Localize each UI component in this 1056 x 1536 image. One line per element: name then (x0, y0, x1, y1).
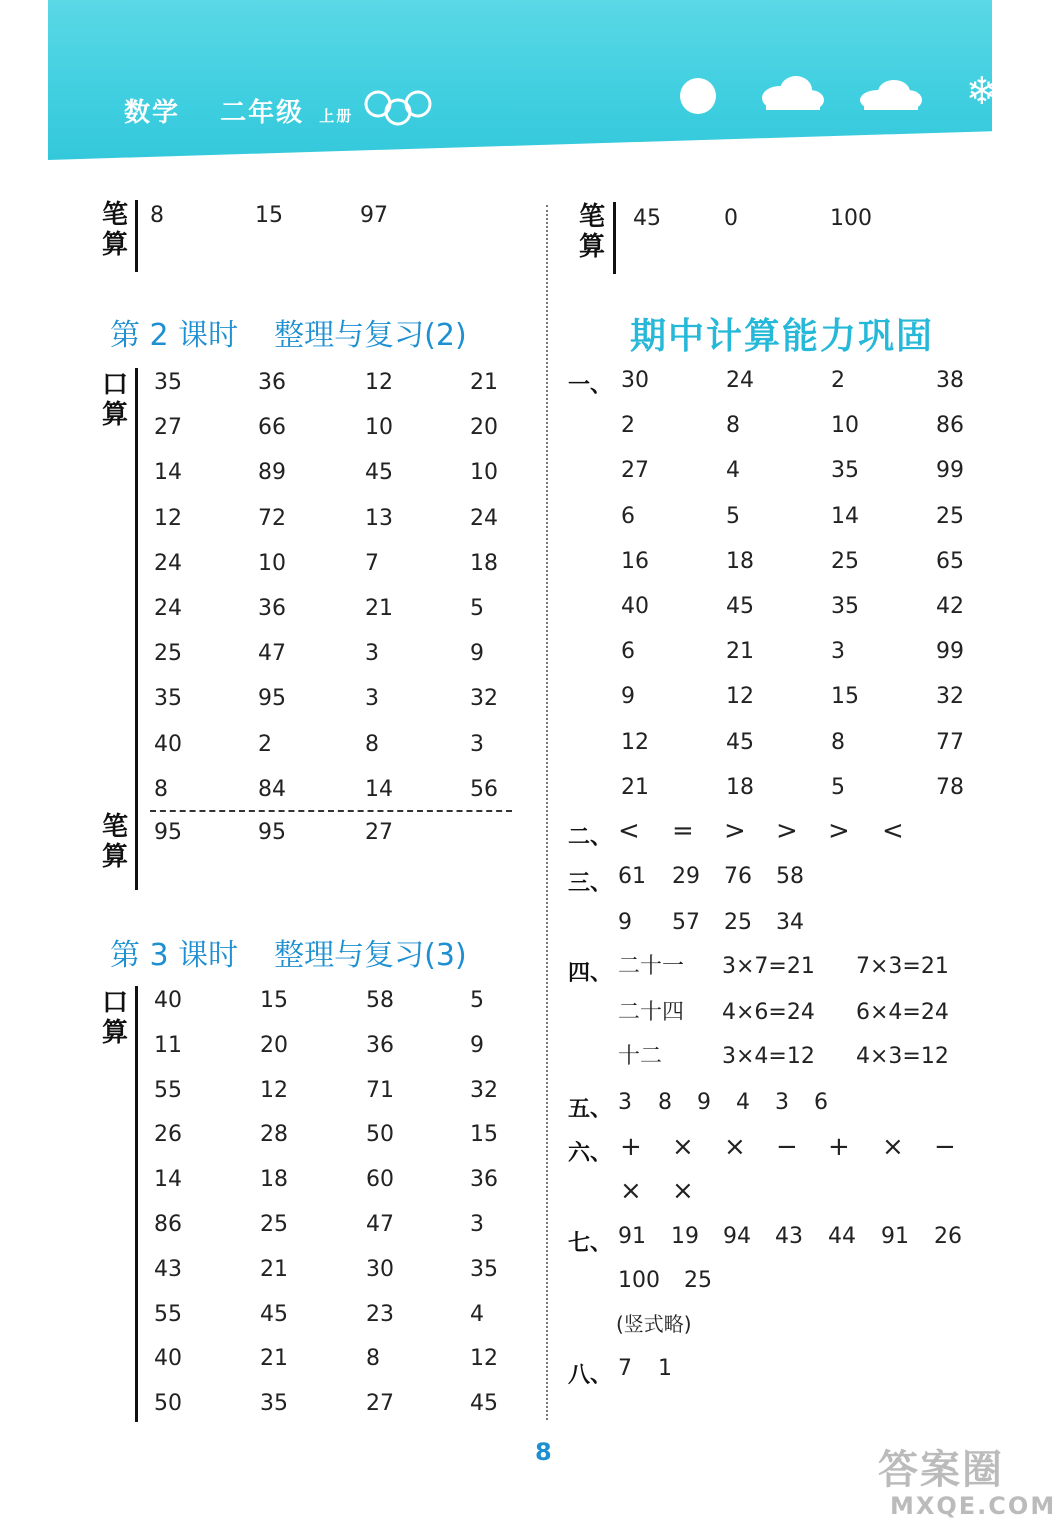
answer: > (724, 816, 746, 846)
answer: 26 (934, 1224, 962, 1249)
answer: 25 (684, 1268, 712, 1293)
answer: 25 (724, 910, 752, 935)
answer: 21 (470, 370, 498, 395)
answer: 95 (258, 686, 286, 712)
answer: 76 (724, 864, 752, 889)
answer: − (776, 1132, 798, 1162)
answer: 15 (260, 988, 288, 1013)
answer: 45 (633, 206, 661, 231)
lesson-number: 第 2 课时 (110, 318, 239, 353)
answer: 6 (814, 1090, 828, 1115)
answer: 99 (936, 458, 964, 484)
answer: 34 (776, 910, 804, 935)
question-label: 五、 (568, 1097, 613, 1122)
answer: 27 (366, 1391, 394, 1417)
answer: 44 (828, 1224, 856, 1249)
answer: 45 (726, 594, 754, 619)
answer: 18 (726, 774, 754, 800)
answer: 18 (726, 548, 754, 574)
answer: 94 (723, 1224, 751, 1249)
answer: 3 (618, 1090, 632, 1115)
answer: × (672, 1132, 694, 1162)
page-number: 8 (535, 1438, 552, 1466)
answer: 27 (365, 820, 393, 845)
answer: 66 (258, 415, 286, 441)
answer: 11 (154, 1032, 182, 1058)
answer: × (724, 1132, 746, 1162)
answer: 8 (365, 731, 379, 757)
answer: 57 (672, 910, 700, 935)
answer: 45 (365, 460, 393, 486)
answer: 4×6=24 (722, 1000, 815, 1025)
answer: 43 (154, 1256, 182, 1282)
answer: 47 (258, 641, 286, 667)
answer: + (828, 1132, 850, 1162)
answer: 2 (258, 731, 272, 757)
lesson-subtitle: 整理与复习(3) (274, 938, 467, 973)
answer: 8 (658, 1090, 672, 1115)
answer: 72 (258, 505, 286, 531)
answer: 8 (726, 413, 740, 439)
answer: 43 (775, 1224, 803, 1249)
answer: 35 (154, 370, 182, 395)
answer: 55 (154, 1301, 182, 1327)
answer: 5 (470, 988, 484, 1013)
rings-icon (362, 86, 436, 130)
answer: 36 (470, 1167, 498, 1193)
answer: 45 (726, 729, 754, 755)
answer: 14 (154, 460, 182, 486)
answer: 18 (260, 1167, 288, 1193)
answer: 2 (621, 413, 635, 439)
answer: 9 (618, 910, 632, 935)
answer: 35 (831, 594, 859, 619)
answer: 99 (936, 639, 964, 665)
answer: 95 (154, 820, 182, 845)
column-divider (546, 205, 548, 1420)
answer: 5 (726, 503, 740, 529)
answer: 3 (831, 639, 845, 665)
lesson3-title (110, 930, 467, 974)
question-label: 四、 (568, 961, 613, 986)
answer: 32 (936, 684, 964, 710)
answer: 6 (621, 503, 635, 529)
answer: 4 (470, 1301, 484, 1327)
answer: 14 (365, 776, 393, 802)
answer: 21 (260, 1346, 288, 1372)
answer: 40 (154, 988, 182, 1013)
bisuan-label: 笔算 (101, 812, 128, 872)
answer: 25 (831, 548, 859, 574)
answer: 24 (726, 368, 754, 393)
answer: 3 (775, 1090, 789, 1115)
vertical-rule (135, 986, 138, 1422)
answer: 38 (936, 368, 964, 393)
answer: 9 (470, 1032, 484, 1058)
vertical-rule (613, 202, 616, 274)
answer: 12 (260, 1077, 288, 1103)
vertical-rule (135, 200, 138, 272)
answer: 12 (726, 684, 754, 710)
answer: 71 (366, 1077, 394, 1103)
answer: > (828, 816, 850, 846)
answer: 78 (936, 774, 964, 800)
answer: 35 (260, 1391, 288, 1417)
answer: 9 (697, 1090, 711, 1115)
answer: 58 (776, 864, 804, 889)
answer: 32 (470, 1077, 498, 1103)
answer: + (620, 1132, 642, 1162)
answer: 6×4=24 (856, 1000, 949, 1025)
answer: 4 (726, 458, 740, 484)
answer: 42 (936, 594, 964, 619)
answer: 56 (470, 776, 498, 802)
answer: 32 (470, 686, 498, 712)
answer: 55 (154, 1077, 182, 1103)
answer: = (672, 816, 694, 846)
answer: 7×3=21 (856, 954, 949, 979)
header-title (124, 92, 353, 129)
answer: 61 (618, 864, 646, 889)
answer: 10 (831, 413, 859, 439)
answer: 47 (366, 1212, 394, 1237)
answer: 15 (831, 684, 859, 710)
answer: 21 (726, 639, 754, 665)
answer: < (882, 816, 904, 846)
answer: < (618, 816, 640, 846)
answer: 30 (366, 1256, 394, 1282)
answer: 18 (470, 550, 498, 576)
answer: 35 (831, 458, 859, 484)
answer: 21 (621, 774, 649, 800)
answer: − (934, 1132, 956, 1162)
cloud-icon (760, 70, 826, 114)
answer: 8 (154, 776, 168, 802)
answer: 10 (258, 550, 286, 576)
answer: 1 (658, 1356, 672, 1381)
answer: 0 (724, 206, 738, 231)
snowflake-icon: ❄ (966, 69, 998, 113)
answer: 36 (258, 370, 286, 395)
answer: 25 (260, 1212, 288, 1237)
answer: 40 (621, 594, 649, 619)
answer: 8 (831, 729, 845, 755)
answer: 15 (255, 203, 283, 228)
answer: 25 (154, 641, 182, 667)
kousuan-label: 口算 (101, 370, 128, 430)
answer: 21 (365, 596, 393, 621)
question-label: 八、 (568, 1363, 613, 1388)
grade-label: 二年级 (220, 98, 305, 128)
watermark-url: MXQE.COM (890, 1492, 1056, 1520)
answer: 45 (470, 1391, 498, 1417)
answer: 21 (260, 1256, 288, 1282)
lesson-subtitle: 整理与复习(2) (274, 318, 467, 353)
question-label: 六、 (568, 1141, 613, 1166)
answer: 45 (260, 1301, 288, 1327)
answer: 35 (154, 686, 182, 712)
answer: 9 (621, 684, 635, 710)
answer: 7 (365, 550, 379, 576)
answer: 10 (365, 415, 393, 441)
answer: 26 (154, 1122, 182, 1148)
answer: 19 (671, 1224, 699, 1249)
answer: 27 (621, 458, 649, 484)
dashed-separator (150, 810, 512, 812)
question-label: 二、 (568, 825, 613, 850)
answer: 5 (831, 774, 845, 800)
answer: 4×3=12 (856, 1044, 949, 1069)
answer: 13 (365, 505, 393, 531)
answer: 12 (621, 729, 649, 755)
answer: 29 (672, 864, 700, 889)
answer: 40 (154, 1346, 182, 1372)
answer: 12 (470, 1346, 498, 1372)
answer: 86 (936, 413, 964, 439)
answer: 3 (365, 686, 379, 712)
volume-label: 上册 (319, 107, 354, 125)
answer: 50 (366, 1122, 394, 1148)
answer: 40 (154, 731, 182, 757)
vertical-rule (135, 368, 138, 890)
answer: 100 (618, 1268, 660, 1293)
answer: 16 (621, 548, 649, 574)
answer: 十二 (618, 1044, 663, 1069)
answer: 12 (365, 370, 393, 395)
answer: × (620, 1176, 642, 1206)
answer: 95 (258, 820, 286, 845)
answer: 二十四 (618, 1000, 685, 1025)
answer: 27 (154, 415, 182, 441)
answer: 91 (618, 1224, 646, 1249)
answer: 24 (470, 505, 498, 531)
question-label: 七、 (568, 1231, 613, 1256)
answer: 3×4=12 (722, 1044, 815, 1069)
answer: 3 (470, 1212, 484, 1237)
answer: 9 (470, 641, 484, 667)
answer: 12 (154, 505, 182, 531)
bisuan-label: 笔算 (578, 202, 605, 262)
answer: 14 (831, 503, 859, 529)
answer: 14 (154, 1167, 182, 1193)
question-label: 三、 (568, 871, 613, 896)
question-label: 一、 (568, 373, 613, 398)
answer: 8 (366, 1346, 380, 1372)
answer: 25 (936, 503, 964, 529)
answer: 24 (154, 596, 182, 621)
kousuan-label: 口算 (101, 988, 128, 1048)
answer: 8 (150, 203, 164, 228)
answer: 23 (366, 1301, 394, 1327)
answer: 86 (154, 1212, 182, 1237)
answer: 58 (366, 988, 394, 1013)
bisuan-label: 笔算 (101, 200, 128, 260)
answer: 3 (365, 641, 379, 667)
answer: 3×7=21 (722, 954, 815, 979)
sun-icon (680, 78, 716, 114)
answer: 20 (470, 415, 498, 441)
answer: 91 (881, 1224, 909, 1249)
answer: 20 (260, 1032, 288, 1058)
lesson-number: 第 3 课时 (110, 938, 239, 973)
answer: 35 (470, 1256, 498, 1282)
answer: 97 (360, 203, 388, 228)
answer: 15 (470, 1122, 498, 1148)
answer: 77 (936, 729, 964, 755)
answer: 5 (470, 596, 484, 621)
answer: × (672, 1176, 694, 1206)
answer: 28 (260, 1122, 288, 1148)
header-banner (48, 0, 992, 160)
subject-label: 数学 (124, 98, 181, 128)
answer: × (882, 1132, 904, 1162)
note: (竖式略) (616, 1312, 692, 1336)
lesson2-title (110, 310, 467, 354)
cloud-icon (858, 76, 924, 114)
answer: 3 (470, 731, 484, 757)
midterm-title: 期中计算能力巩固 (630, 316, 935, 357)
watermark-logo: 答案圈 (878, 1447, 1004, 1493)
answer: 二十一 (618, 954, 685, 979)
answer: 2 (831, 368, 845, 393)
answer: 6 (621, 639, 635, 665)
answer: 30 (621, 368, 649, 393)
answer: 4 (736, 1090, 750, 1115)
answer: 89 (258, 460, 286, 486)
answer: 36 (366, 1032, 394, 1058)
answer: 24 (154, 550, 182, 576)
answer: > (776, 816, 798, 846)
answer: 7 (618, 1356, 632, 1381)
answer: 10 (470, 460, 498, 486)
answer: 100 (830, 206, 872, 231)
answer: 65 (936, 548, 964, 574)
answer: 60 (366, 1167, 394, 1193)
answer: 84 (258, 776, 286, 802)
answer: 36 (258, 596, 286, 621)
answer: 50 (154, 1391, 182, 1417)
